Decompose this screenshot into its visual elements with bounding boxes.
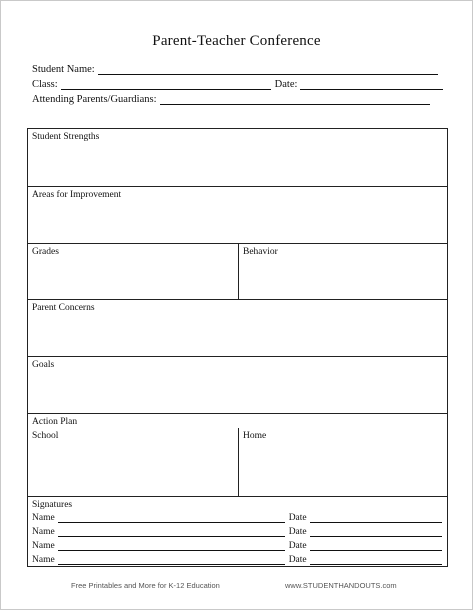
page-title: Parent-Teacher Conference <box>152 33 321 49</box>
signature-date-label: Date <box>288 513 307 523</box>
signature-row <box>32 527 442 537</box>
signature-row <box>32 541 442 551</box>
action-plan-section <box>28 414 447 497</box>
home-cell[interactable] <box>239 428 447 496</box>
signatures-label: Signatures <box>32 500 73 510</box>
grades-label: Grades <box>32 247 59 257</box>
signature-name-label: Name <box>32 555 55 565</box>
goals-section[interactable] <box>28 357 447 414</box>
attending-field[interactable] <box>160 94 430 105</box>
home-label: Home <box>243 431 267 441</box>
parent-concerns-label: Parent Concerns <box>32 303 95 313</box>
date-field[interactable] <box>300 79 443 90</box>
action-plan-label: Action Plan <box>32 417 78 427</box>
signature-name-field[interactable] <box>58 556 285 565</box>
footer-website[interactable]: www.STUDENTHANDOUTS.com <box>285 581 397 590</box>
signature-date-field[interactable] <box>310 514 442 523</box>
signatures-section <box>28 497 447 566</box>
signature-date-field[interactable] <box>310 542 442 551</box>
behavior-cell[interactable] <box>239 244 447 299</box>
parent-concerns-section[interactable] <box>28 300 447 357</box>
signature-name-label: Name <box>32 513 55 523</box>
date-label: Date: <box>274 79 298 90</box>
student-name-row <box>32 64 438 75</box>
school-label: School <box>32 431 59 441</box>
attending-row <box>32 94 430 105</box>
signature-date-field[interactable] <box>310 528 442 537</box>
student-strengths-section[interactable] <box>28 129 447 187</box>
conference-form-box <box>27 128 448 567</box>
areas-improvement-section[interactable] <box>28 187 447 244</box>
student-name-label: Student Name: <box>32 64 95 75</box>
class-date-row <box>32 79 443 90</box>
footer-tagline: Free Printables and More for K-12 Education <box>71 581 220 590</box>
signature-name-field[interactable] <box>58 528 285 537</box>
signature-name-field[interactable] <box>58 542 285 551</box>
signature-row <box>32 513 442 523</box>
goals-label: Goals <box>32 360 55 370</box>
school-cell[interactable] <box>28 428 238 496</box>
behavior-label: Behavior <box>243 247 278 257</box>
signature-date-field[interactable] <box>310 556 442 565</box>
student-strengths-label: Student Strengths <box>32 132 100 142</box>
areas-improvement-label: Areas for Improvement <box>32 190 122 200</box>
class-field[interactable] <box>61 79 271 90</box>
grades-cell[interactable] <box>28 244 238 299</box>
signature-date-label: Date <box>288 555 307 565</box>
signature-name-field[interactable] <box>58 514 285 523</box>
attending-label: Attending Parents/Guardians: <box>32 94 157 105</box>
signature-name-label: Name <box>32 541 55 551</box>
signature-date-label: Date <box>288 541 307 551</box>
grades-behavior-section <box>28 244 447 300</box>
signature-date-label: Date <box>288 527 307 537</box>
student-name-field[interactable] <box>98 64 438 75</box>
signature-row <box>32 555 442 565</box>
signature-name-label: Name <box>32 527 55 537</box>
class-label: Class: <box>32 79 58 90</box>
